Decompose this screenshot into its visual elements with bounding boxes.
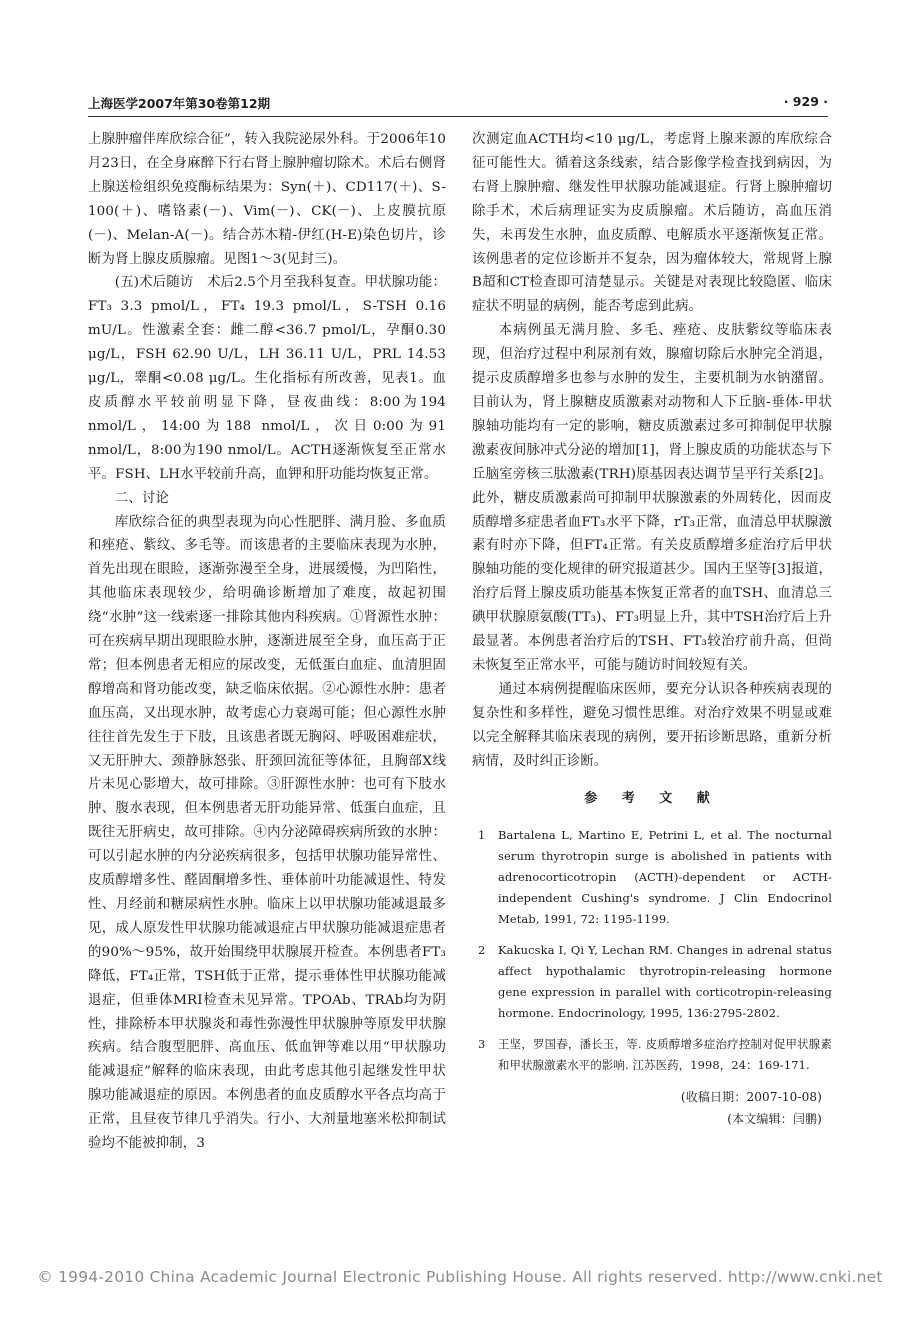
right-column bbox=[472, 128, 832, 1130]
copyright-footer: © 1994-2010 China Academic Journal Electronic Publishing House. All rights reserved. http://www.cnki.net bbox=[37, 1268, 883, 1286]
references-title: 参 考 文 献 bbox=[584, 791, 720, 807]
editor-note: (本文编辑：闫鹏) bbox=[727, 1112, 822, 1127]
mechanism-paragraph: 本病例虽无满月脸、多毛、痤疮、皮肤紫纹等临床表现，但治疗过程中利尿剂有效，腺瘤切除后水肿完全消退，提示皮质醇增多也参与水肿的发生，主要机制为水钠潴留。目前认为，肾上腺糖皮质激素对动物和人下丘脑-垂体-甲状腺轴功能均有一定的影响，糖皮质激素过多可抑制促甲状腺激素夜间脉冲式分泌的增加[1]，肾上腺皮质的功能状态与下丘脑室旁核三肽激素(TRH)原基因表达调节呈平行关系[2]。此外，糖皮质激素尚可抑制甲状腺激素的外周转化，因而皮质醇增多症患者血FT₃水平下降，rT₃正常，血清总甲状腺激素有时亦下降，但FT₄正常。有关皮质醇增多症治疗后甲状腺轴功能的变化规律的研究报道甚少。国内王坚等[3]报道，治疗后肾上腺皮质功能基本恢复正常者的血TSH、血清总三碘甲状腺原氨酸(TT₃)、FT₃明显上升，其中TSH治疗后上升最显著。本例患者治疗后的TSH、FT₃较治疗前升高，但尚未恢复至正常水平，可能与随访时间较短有关。 bbox=[472, 323, 832, 673]
reference-number: 1 bbox=[478, 828, 486, 843]
received-date: (收稿日期：2007-10-08) bbox=[680, 1090, 822, 1105]
reference-text: 王坚，罗国春，潘长玉，等. 皮质醇增多症治疗控制对促甲状腺素和甲状腺激素水平的影响. 江苏医药，1998，24：169-171. bbox=[498, 1037, 832, 1073]
page-number: · 929 · bbox=[783, 94, 828, 109]
running-header bbox=[88, 92, 828, 117]
reference-text: Kakucska I, Qi Y, Lechan RM. Changes in adrenal status affect hypothalamic thyrotropin-releasing hormone gene expression in parallel with corticotropin-releasing hormone. Endocrinology, 1995, 136:2795-2802. bbox=[498, 943, 832, 1021]
reference-number: 3 bbox=[478, 1037, 486, 1052]
discussion-heading: 二、讨论 bbox=[114, 490, 169, 506]
reference-item bbox=[472, 940, 832, 1024]
journal-issue: 上海医学2007年第30卷第12期 bbox=[88, 96, 271, 111]
reference-item bbox=[472, 1034, 832, 1076]
case-pathology-paragraph: 上腺肿瘤伴库欣综合征”，转入我院泌尿外科。于2006年10月23日，在全身麻醉下行右肾上腺肿瘤切除术。术后右侧肾上腺送检组织免疫酶标结果为：Syn(＋)、CD117(＋)、S-100(＋)、嗜铬素(－)、Vim(－)、CK(－)、上皮膜抗原(－)、Melan-A(－)。结合苏木精-伊红(H-E)染色切片，诊断为肾上腺皮质腺瘤。见图1～3(见封三)。 bbox=[88, 132, 446, 267]
follow-up-paragraph: (五)术后随访 术后2.5个月至我科复查。甲状腺功能：FT₃ 3.3 pmol/L，FT₄ 19.3 pmol/L，S-TSH 0.16 mU/L。性激素全套：雌二醇<36.7 pmol/L，孕酮0.30 μg/L，FSH 62.90 U/L，LH 36.11 U/L，PRL 14.53 μg/L，睾酮<0.08 μg/L。生化指标有所改善，见表1。血皮质醇水平较前明显下降，昼夜曲线：8:00为194 nmol/L，14:00为188 nmol/L，次日0:00为91 nmol/L，8:00为190 nmol/L。ACTH逐渐恢复至正常水平。FSH、LH水平较前升高，血钾和肝功能均恢复正常。 bbox=[88, 275, 446, 482]
reference-text: Bartalena L, Martino E, Petrini L, et al. The nocturnal serum thyrotropin surge is abolished in patients with adrenocorticotropin (ACTH)-dependent or ACTH-independent Cushing's syndrome. J Clin Endocrinol Metab, 1991, 72: 1195-1199. bbox=[498, 828, 832, 927]
conclusion-paragraph: 通过本病例提醒临床医师，要充分认识各种疾病表现的复杂性和多样性，避免习惯性思维。对治疗效果不明显或难以完全解释其临床表现的病例，要开拓诊断思路，重新分析病情，及时纠正诊断。 bbox=[472, 681, 832, 769]
reference-number: 2 bbox=[478, 943, 486, 958]
left-column bbox=[88, 128, 446, 1156]
discussion-continued-paragraph: 次测定血ACTH均<10 μg/L，考虑肾上腺来源的库欣综合征可能性大。循着这条线索，结合影像学检查找到病因，为右肾上腺肿瘤、继发性甲状腺功能减退症。行肾上腺肿瘤切除手术，术后病理证实为皮质腺瘤。术后随访，高血压消失，未再发生水肿，血皮质醇、电解质水平逐渐恢复正常。该例患者的定位诊断并不复杂，因为瘤体较大，常规肾上腺B超和CT检查即可清楚显示。关键是对表现比较隐匿、临床症状不明显的病例，能否考虑到此病。 bbox=[472, 132, 832, 315]
reference-item bbox=[472, 825, 832, 930]
discussion-paragraph: 库欣综合征的典型表现为向心性肥胖、满月脸、多血质和痤疮、紫纹、多毛等。而该患者的主要临床表现为水肿，首先出现在眼睑，逐渐弥漫至全身，进展缓慢，为凹陷性，其他临床表现较少，给明确诊断增加了难度，故起初围绕“水肿”这一线索逐一排除其他内科疾病。①肾源性水肿：可在疾病早期出现眼睑水肿，逐渐进展至全身，血压高于正常；但本例患者无相应的尿改变，无低蛋白血症、血清胆固醇增高和肾功能改变，缺乏临床依据。②心源性水肿：患者血压高，又出现水肿，故考虑心力衰竭可能；但心源性水肿往往首先发生于下肢，且该患者既无胸闷、呼吸困难症状，又无肝肿大、颈静脉怒张、肝颈回流征等体征，且胸部X线片未见心影增大，故可排除。③肝源性水肿：也可有下肢水肿、腹水表现，但本例患者无肝功能异常、低蛋白血症，且既往无肝病史，故可排除。④内分泌障碍疾病所致的水肿：可以引起水肿的内分泌疾病很多，包括甲状腺功能异常性、皮质醇增多性、醛固酮增多性、垂体前叶功能减退性、特发性、月经前和糖尿病性水肿。临床上以甲状腺功能减退最多见，成人原发性甲状腺功能减退症占甲状腺功能减退症患者的90%～95%，故开始围绕甲状腺展开检查。本例患者FT₃降低，FT₄正常，TSH低于正常，提示垂体性甲状腺功能减退症，但垂体MRI检查未见异常。TPOAb、TRAb均为阴性，排除桥本甲状腺炎和毒性弥漫性甲状腺肿等原发甲状腺疾病。结合腹型肥胖、高血压、低血钾等难以用“甲状腺功能减退症”解释的临床表现，由此考虑其他引起继发性甲状腺功能减退症的原因。本例患者的血皮质醇水平各点均高于正常，且昼夜节律几乎消失。行小、大剂量地塞米松抑制试验均不能被抑制，3 bbox=[88, 514, 446, 1152]
